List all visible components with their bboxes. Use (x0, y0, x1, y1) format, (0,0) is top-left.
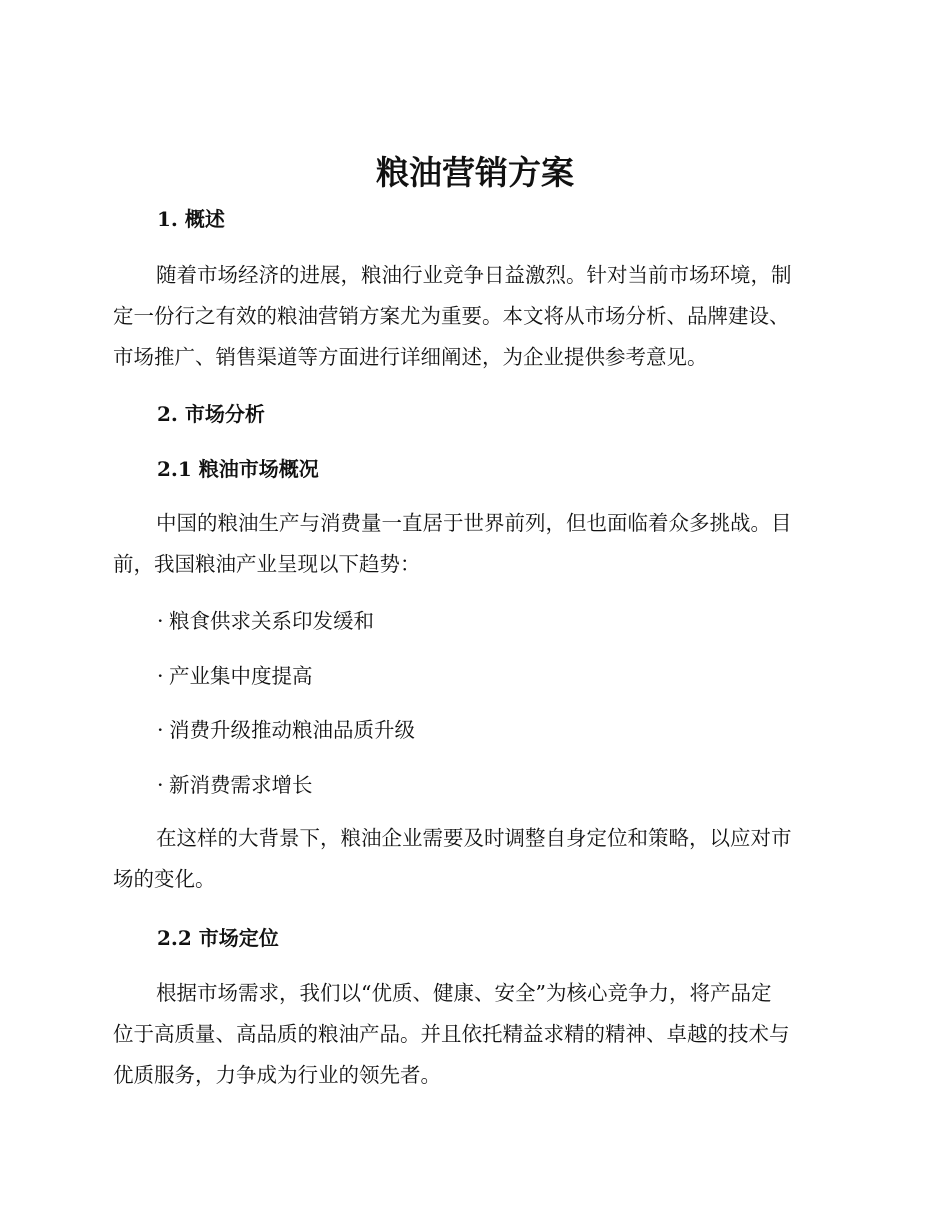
bullet-text: 消费升级推动粮油品质升级 (169, 718, 415, 742)
subsection-heading-market-overview: 2.1 粮油市场概况 (157, 457, 319, 481)
paragraph-line: 随着市场经济的进展，粮油行业竞争日益激烈。针对当前市场环境，制 (156, 263, 792, 287)
market-positioning-paragraph (113, 973, 831, 1096)
paragraph-line: 市场推广、销售渠道等方面进行详细阐述，为企业提供参考意见。 (113, 345, 708, 369)
paragraph-line: 位于高质量、高品质的粮油产品。并且依托精益求精的精神、卓越的技术与 (113, 1022, 790, 1046)
paragraph-line: 根据市场需求，我们以“优质、健康、安全”为核心竞争力，将产品定 (156, 981, 772, 1005)
subsection-heading-market-positioning: 2.2 市场定位 (157, 926, 279, 950)
bullet-item (157, 662, 313, 690)
market-overview-intro (113, 503, 831, 585)
bullet-dot-icon: · (157, 664, 164, 688)
bullet-dot-icon: · (157, 609, 164, 633)
bullet-text: 新消费需求增长 (169, 773, 313, 797)
paragraph-line: 前，我国粮油产业呈现以下趋势： (113, 552, 421, 576)
section-heading-market-analysis: 2. 市场分析 (157, 402, 265, 426)
paragraph-line: 优质服务，力争成为行业的领先者。 (113, 1063, 441, 1087)
bullet-item (157, 716, 415, 744)
paragraph-line: 场的变化。 (113, 867, 216, 891)
bullet-dot-icon: · (157, 773, 164, 797)
document-title: 粮油营销方案 (376, 153, 574, 192)
overview-paragraph (113, 255, 831, 378)
bullet-text: 粮食供求关系印发缓和 (169, 609, 374, 633)
bullet-dot-icon: · (157, 718, 164, 742)
section-heading-overview: 1. 概述 (157, 207, 225, 231)
paragraph-line: 中国的粮油生产与消费量一直居于世界前列，但也面临着众多挑战。目 (156, 511, 792, 535)
paragraph-line: 定一份行之有效的粮油营销方案尤为重要。本文将从市场分析、品牌建设、 (113, 304, 790, 328)
bullet-text: 产业集中度提高 (169, 664, 313, 688)
bullet-item (157, 607, 374, 635)
market-overview-conclusion (113, 818, 831, 900)
paragraph-line: 在这样的大背景下，粮油企业需要及时调整自身定位和策略，以应对市 (156, 826, 792, 850)
bullet-item (157, 771, 313, 799)
